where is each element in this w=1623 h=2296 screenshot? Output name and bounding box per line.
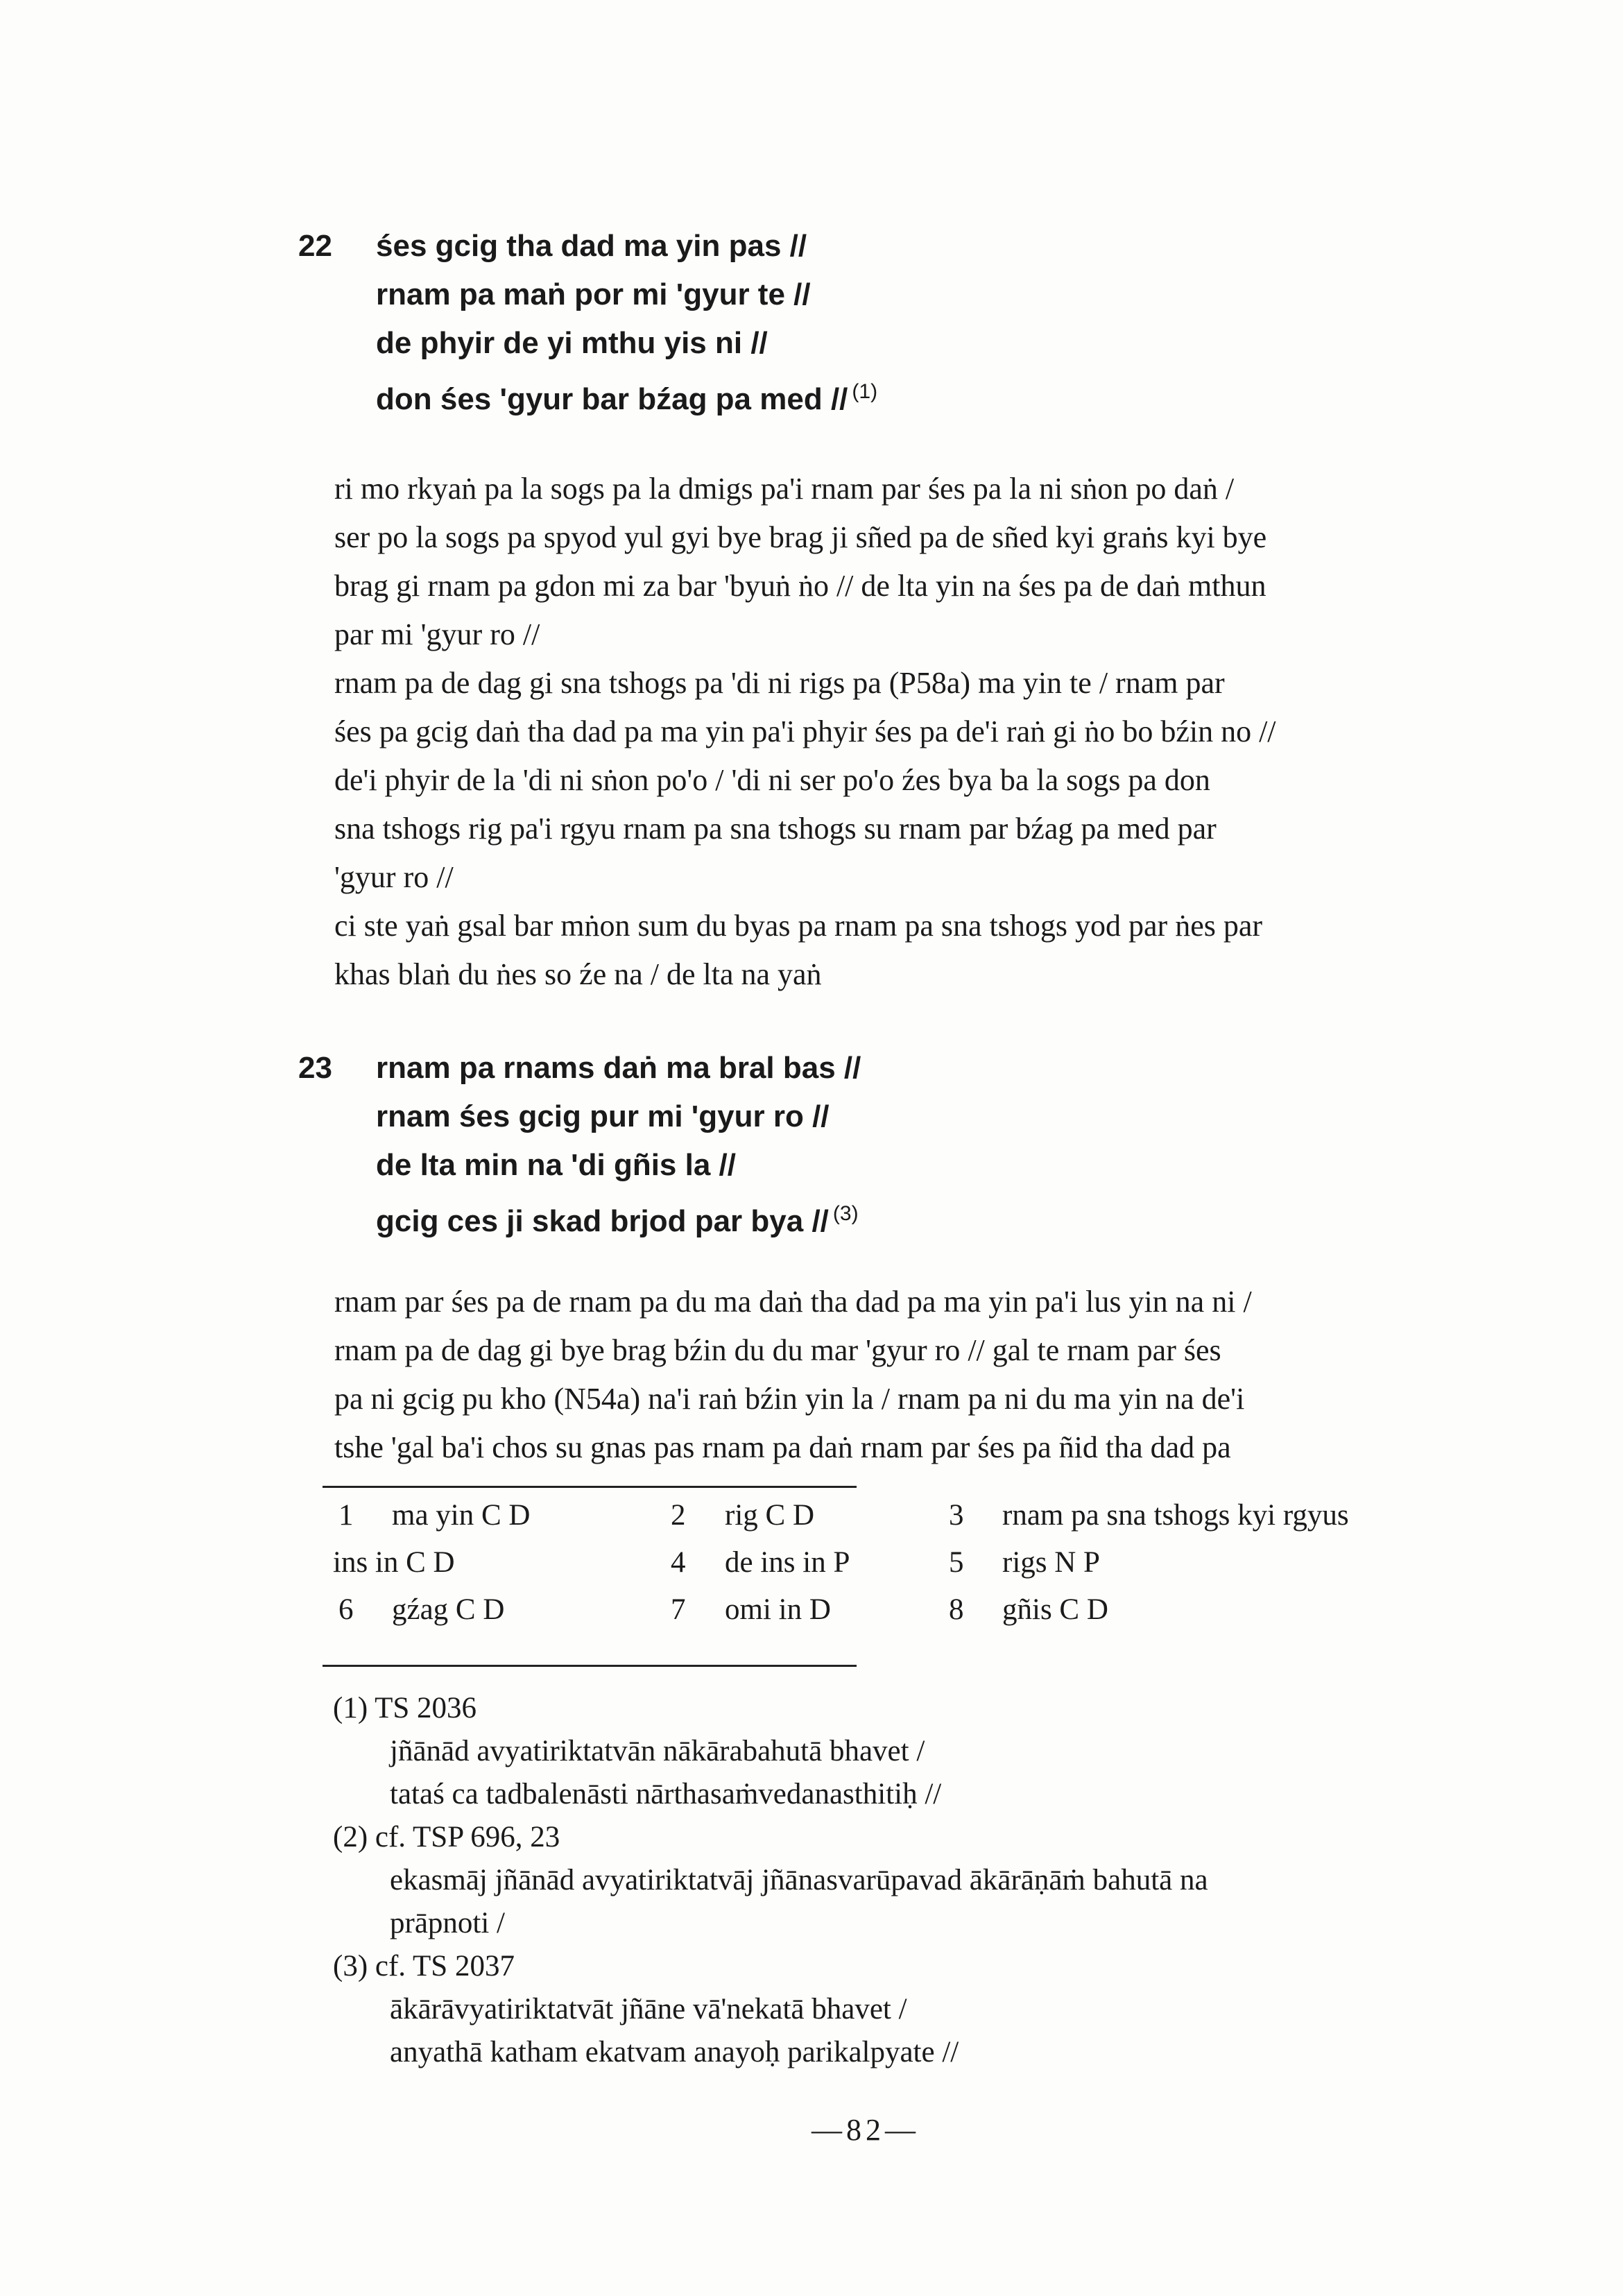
footnote-2 xyxy=(333,1816,1512,1945)
variant-reading: de ins in P xyxy=(725,1546,850,1579)
prose-line: brag gi rnam pa gdon mi za bar 'byuṅ ṅo // de lta yin na śes pa de daṅ mthun xyxy=(334,569,1266,603)
footnote-head: (3) cf. TS 2037 xyxy=(333,1950,515,1982)
variant-number: 7 xyxy=(671,1593,686,1626)
variant-reading: rigs N P xyxy=(1002,1546,1100,1579)
verse-line: don śes 'gyur bar bźag pa med // $^{(1)}$ xyxy=(376,380,878,416)
variant-number: 1 xyxy=(338,1499,354,1532)
prose-line: tshe 'gal ba'i chos su gnas pas rnam pa daṅ rnam par śes pa ñid tha dad pa xyxy=(334,1430,1231,1464)
prose-line: rnam pa de dag gi bye brag bźin du du mar 'gyur ro // gal te rnam par śes xyxy=(334,1333,1221,1367)
footnote-line: jñānād avyatiriktatvān nākārabahutā bhavet / xyxy=(390,1735,925,1767)
variant-reading: ma yin C D xyxy=(392,1499,531,1532)
footnote-3 xyxy=(333,1945,1512,2074)
variant-number: 3 xyxy=(949,1499,964,1532)
verse-lines xyxy=(376,1044,1347,1246)
variant-reading: rig C D xyxy=(725,1499,814,1532)
verse-lines xyxy=(376,222,1347,424)
prose-line: ser po la sogs pa spyod yul gyi bye brag ji sñed pa de sñed kyi graṅs kyi bye xyxy=(334,520,1267,554)
footnote-line: tataś ca tadbalenāsti nārthasaṁvedanasthitiḥ // xyxy=(390,1778,942,1810)
variant-row xyxy=(333,1545,1512,1594)
variant-reading: omi in D xyxy=(725,1593,831,1626)
footnote-line: ekasmāj jñānād avyatiriktatvāj jñānasvarūpavad ākārāṇāṁ bahutā na xyxy=(390,1864,1208,1896)
prose-line: sna tshogs rig pa'i rgyu rnam pa sna tshogs su rnam par bźag pa med par xyxy=(334,812,1217,846)
verse-line: rnam pa maṅ por mi 'gyur te // xyxy=(376,277,811,311)
footnote-line: ākārāvyatiriktatvāt jñāne vā'nekatā bhavet / xyxy=(390,1993,907,2025)
page-number: —82— xyxy=(812,2113,920,2147)
variant-row xyxy=(333,1593,1512,1641)
footnote-1 xyxy=(333,1687,1512,1816)
footnote-line: prāpnoti / xyxy=(390,1907,505,1939)
prose-line: ri mo rkyaṅ pa la sogs pa la dmigs pa'i rnam par śes pa la ni sṅon po daṅ / xyxy=(334,472,1235,506)
variant-number: 2 xyxy=(671,1499,686,1532)
footnote-line: anyathā katham ekatvam anayoḥ parikalpyate // xyxy=(390,2036,959,2068)
variant-row xyxy=(333,1498,1512,1547)
footnotes xyxy=(333,1687,1512,2074)
apparatus-rule-bottom xyxy=(323,1665,857,1667)
verse-line: de lta min na 'di gñis la // xyxy=(376,1148,736,1182)
apparatus-rule-top xyxy=(323,1486,857,1488)
variant-number: 5 xyxy=(949,1546,964,1579)
verse-line: de phyir de yi mthu yis ni // xyxy=(376,326,768,360)
prose-line: pa ni gcig pu kho (N54a) na'i raṅ bźin yin la / rnam pa ni du ma yin na de'i xyxy=(334,1382,1245,1416)
variant-reading: rnam pa sna tshogs kyi rgyus xyxy=(1002,1499,1349,1532)
verse-number: 22 xyxy=(298,229,332,263)
prose-line: ci ste yaṅ gsal bar mṅon sum du byas pa rnam pa sna tshogs yod par ṅes par xyxy=(334,909,1263,943)
footnote-ref: (3) xyxy=(832,1202,859,1225)
footnote-head: (2) cf. TSP 696, 23 xyxy=(333,1821,560,1853)
prose-line: rnam par śes pa de rnam pa du ma daṅ tha dad pa ma yin pa'i lus yin na ni / xyxy=(334,1285,1252,1319)
variant-reading: ins in C D xyxy=(333,1546,455,1579)
variant-number: 6 xyxy=(338,1593,354,1626)
verse-number: 23 xyxy=(298,1051,332,1085)
commentary-22 xyxy=(334,465,1472,999)
prose-line: par mi 'gyur ro // xyxy=(334,617,540,651)
variant-number: 8 xyxy=(949,1593,964,1626)
prose-line: 'gyur ro // xyxy=(334,860,454,894)
variant-reading: gñis C D xyxy=(1002,1593,1108,1626)
verse-line: śes gcig tha dad ma yin pas // xyxy=(376,229,807,263)
prose-line: śes pa gcig daṅ tha dad pa ma yin pa'i phyir śes pa de'i raṅ gi ṅo bo bźin no // xyxy=(334,714,1276,748)
verse-line: rnam śes gcig pur mi 'gyur ro // xyxy=(376,1099,830,1133)
prose-line: khas blaṅ du ṅes so źe na / de lta na yaṅ xyxy=(334,957,822,991)
verse-line: gcig ces ji skad brjod par bya // $^{(3)}$ xyxy=(376,1202,859,1238)
variant-reading: gźag C D xyxy=(392,1593,505,1626)
commentary-23 xyxy=(334,1278,1472,1472)
variant-number: 4 xyxy=(671,1546,686,1579)
footnote-head: (1) TS 2036 xyxy=(333,1692,477,1724)
footnote-ref: (1) xyxy=(852,380,878,403)
prose-line: de'i phyir de la 'di ni sṅon po'o / 'di ni ser po'o źes bya ba la sogs pa don xyxy=(334,763,1210,797)
verse-line: rnam pa rnams daṅ ma bral bas // xyxy=(376,1051,861,1085)
prose-line: rnam pa de dag gi sna tshogs pa 'di ni rigs pa (P58a) ma yin te / rnam par xyxy=(334,666,1225,700)
